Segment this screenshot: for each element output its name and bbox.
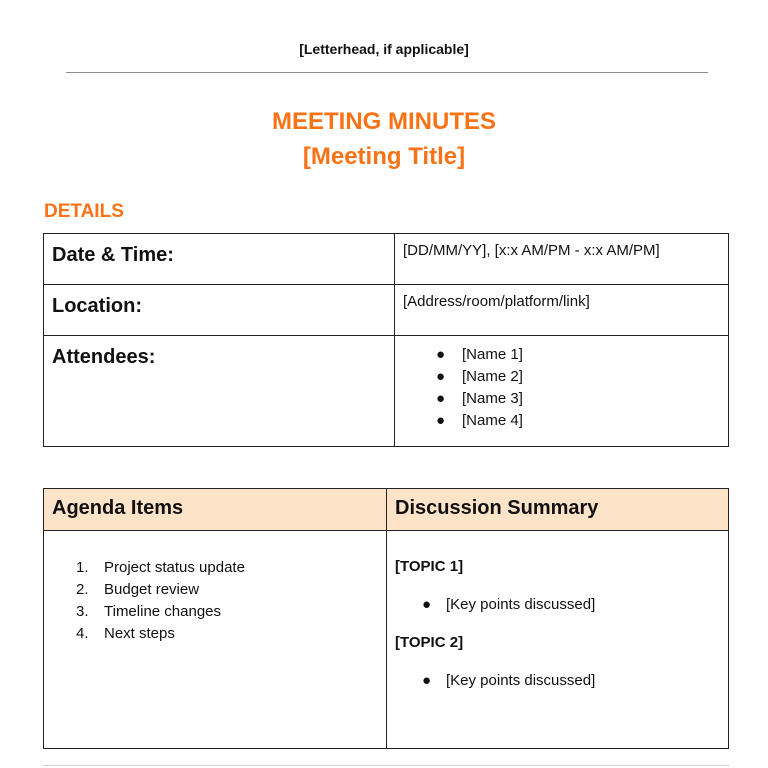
bullet-icon: ● <box>436 390 446 407</box>
agenda-table <box>43 488 729 749</box>
bullet-icon: ● <box>422 596 432 613</box>
agenda-header: Agenda Items <box>44 489 387 531</box>
date-row <box>44 234 729 285</box>
discussion-cell <box>387 531 729 749</box>
bottom-divider <box>43 765 729 766</box>
letterhead: [Letterhead, if applicable] <box>299 41 469 57</box>
key-point-text: [Key points discussed] <box>446 596 596 613</box>
topic-heading: [TOPIC 2] <box>395 634 464 651</box>
agenda-body-row <box>44 531 729 749</box>
list-item <box>76 601 386 623</box>
list-item <box>76 623 386 645</box>
attendees-cell <box>395 336 729 447</box>
attendee-name: [Name 1] <box>462 346 523 363</box>
key-point-text: [Key points discussed] <box>446 672 596 689</box>
list-item <box>436 344 728 366</box>
attendees-list <box>403 344 728 432</box>
details-table <box>43 233 729 447</box>
bullet-icon: ● <box>436 412 446 429</box>
date-label: Date & Time: <box>44 234 395 285</box>
date-value: [DD/MM/YY], [x:x AM/PM - x:x AM/PM] <box>395 234 729 285</box>
list-item <box>76 579 386 601</box>
agenda-cell <box>44 531 387 749</box>
agenda-item: Project status update <box>104 559 245 576</box>
attendee-name: [Name 4] <box>462 412 523 429</box>
agenda-header-row <box>44 489 729 531</box>
agenda-item: Timeline changes <box>104 603 222 620</box>
list-item <box>436 366 728 388</box>
location-row <box>44 285 729 336</box>
key-point <box>395 575 728 634</box>
location-value: [Address/room/platform/link] <box>395 285 729 336</box>
attendee-name: [Name 3] <box>462 390 523 407</box>
list-item <box>76 557 386 579</box>
attendees-label: Attendees: <box>44 336 395 447</box>
item-number: 3. <box>76 603 89 620</box>
agenda-item: Budget review <box>104 581 200 598</box>
discussion-header: Discussion Summary <box>387 489 729 531</box>
details-heading: DETAILS <box>44 201 124 222</box>
page-title: MEETING MINUTES <box>271 108 496 135</box>
list-item <box>436 410 728 432</box>
bullet-icon: ● <box>436 346 446 363</box>
key-point <box>395 651 728 710</box>
bullet-icon: ● <box>436 368 446 385</box>
agenda-list <box>44 531 386 645</box>
item-number: 2. <box>76 581 89 598</box>
bullet-icon: ● <box>422 672 432 689</box>
attendees-row <box>44 336 729 447</box>
item-number: 4. <box>76 625 89 642</box>
attendee-name: [Name 2] <box>462 368 523 385</box>
meeting-title: [Meeting Title] <box>302 143 466 170</box>
list-item <box>436 388 728 410</box>
top-divider <box>66 72 708 73</box>
agenda-item: Next steps <box>104 625 175 642</box>
location-label: Location: <box>44 285 395 336</box>
topic-heading: [TOPIC 1] <box>395 558 464 575</box>
item-number: 1. <box>76 559 89 576</box>
